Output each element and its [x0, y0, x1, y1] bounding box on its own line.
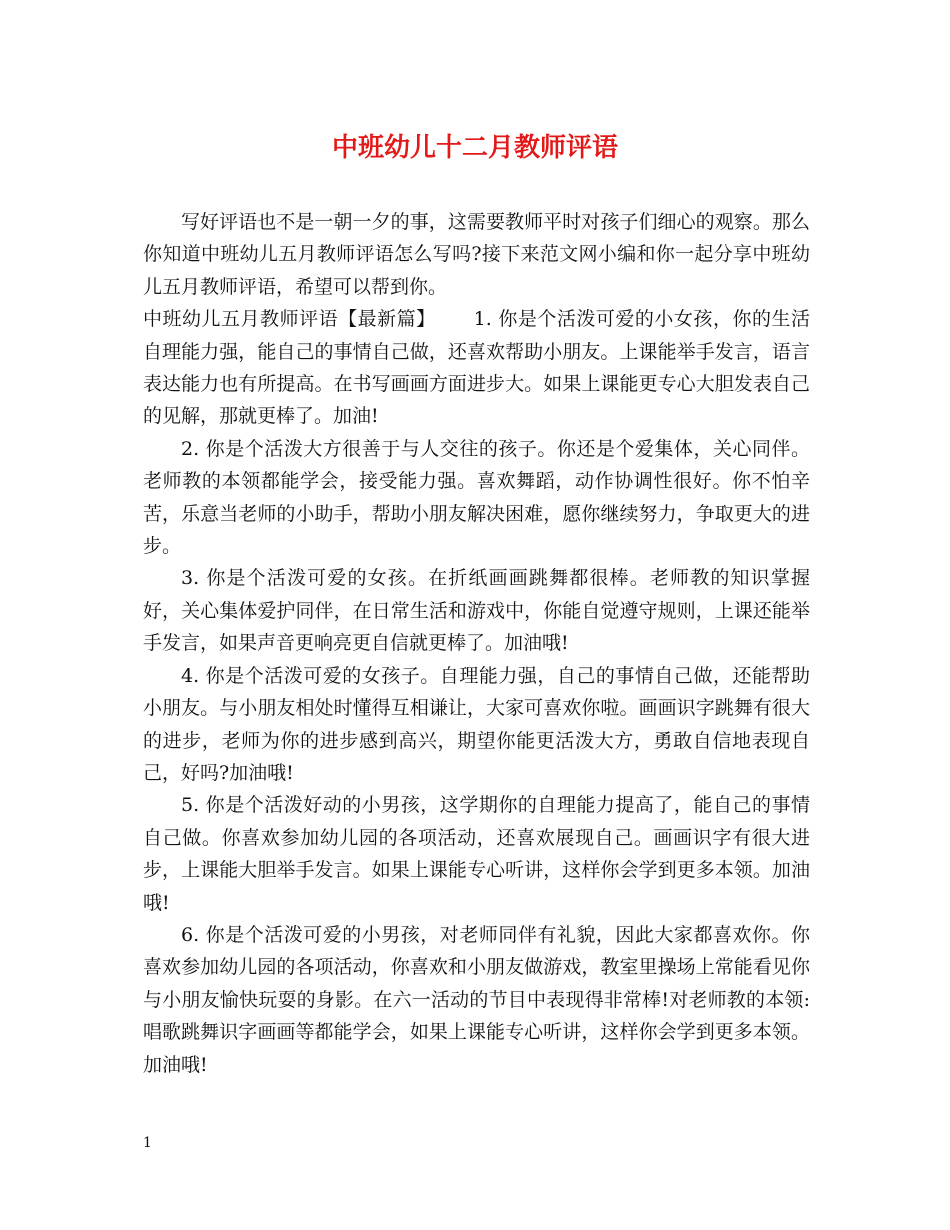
intro-paragraph: 写好评语也不是一朝一夕的事，这需要教师平时对孩子们细心的观察。那么你知道中班幼儿五月教师评语怎么写吗?接下来范文网小编和你一起分享中班幼儿五月教师评语，希望可以帮到你。	[143, 211, 810, 298]
page-number: 1	[143, 1135, 152, 1151]
comment-item-2: 2. 你是个活泼大方很善于与人交往的孩子。你还是个爱集体，关心同伴。老师教的本领都能学会，接受能力强。喜欢舞蹈，动作协调性很好。你不怕辛苦，乐意当老师的小助手，帮助小朋友解决困难，愿你继续努力，争取更大的进步。	[143, 437, 810, 558]
section-paragraph	[143, 303, 810, 433]
comment-item-6: 6. 你是个活泼可爱的小男孩，对老师同伴有礼貌，因此大家都喜欢你。你喜欢参加幼儿园的各项活动，你喜欢和小朋友做游戏，教室里操场上常能看见你与小朋友愉快玩耍的身影。在六一活动的节目中表现得非常棒!对老师教的本领:唱歌跳舞识字画画等都能学会，如果上课能专心听讲，这样你会学到更多本领。加油哦!	[143, 923, 810, 1076]
comment-item-4: 4. 你是个活泼可爱的女孩子。自理能力强，自己的事情自己做，还能帮助小朋友。与小朋友相处时懂得互相谦让，大家可喜欢你啦。画画识字跳舞有很大的进步，老师为你的进步感到高兴，期望你能更活泼大方，勇敢自信地表现自己，好吗?加油哦!	[143, 664, 810, 784]
document-title: 中班幼儿十二月教师评语	[331, 133, 618, 163]
comment-item-5: 5. 你是个活泼好动的小男孩，这学期你的自理能力提高了，能自己的事情自己做。你喜欢参加幼儿园的各项活动，还喜欢展现自己。画画识字有很大进步，上课能大胆举手发言。如果上课能专心听讲，这样你会学到更多本领。加油哦!	[143, 794, 810, 914]
comment-item-1: 1. 你是个活泼可爱的小女孩，你的生活自理能力强，能自己的事情自己做，还喜欢帮助小朋友。上课能举手发言，语言表达能力也有所提高。在书写画画方面进步大。如果上课能更专心大胆发表自己的见解，那就更棒了。加油!	[143, 308, 810, 428]
comment-item-3: 3. 你是个活泼可爱的女孩。在折纸画画跳舞都很棒。老师教的知识掌握好，关心集体爱护同伴，在日常生活和游戏中，你能自觉遵守规则，上课还能举手发言，如果声音更响亮更自信就更棒了。加油哦!	[143, 567, 810, 655]
document-body	[143, 206, 810, 1081]
section-heading: 中班幼儿五月教师评语【最新篇】	[143, 308, 436, 331]
